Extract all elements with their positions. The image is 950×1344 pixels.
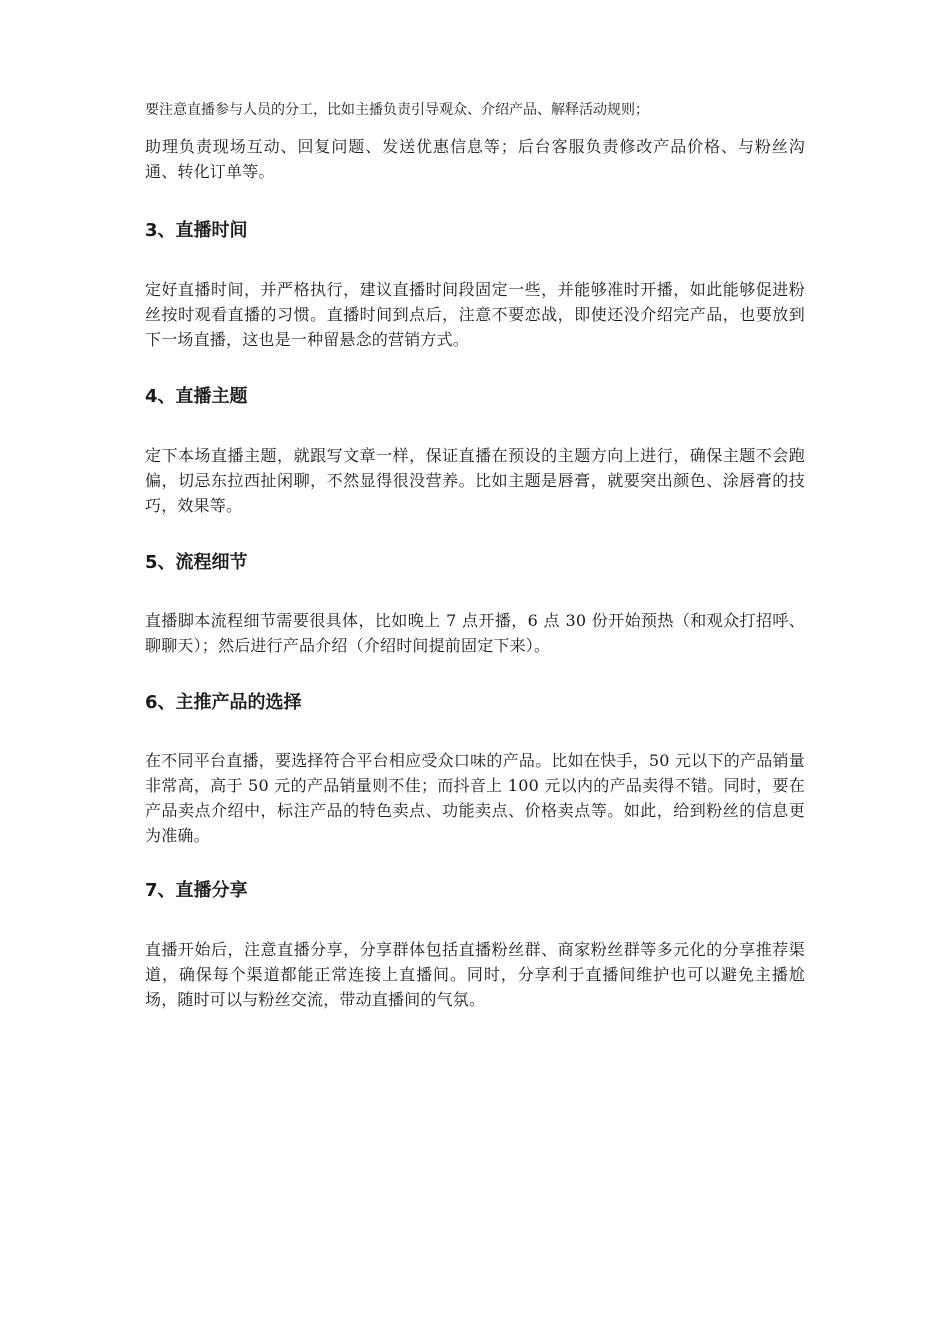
section-body-6: 在不同平台直播，要选择符合平台相应受众口味的产品。比如在快手，50 元以下的产品销量非常高，高于 50 元的产品销量则不佳；而抖音上 100 元以内的产品卖得不错。同时，要在产品卖点介绍中，标注产品的特色卖点、功能卖点、价格卖点等。如此，给到粉丝的信息更为准确。 <box>145 751 805 845</box>
section-body-3: 定好直播时间，并严格执行，建议直播时间段固定一些，并能够准时开播，如此能够促进粉丝按时观看直播的习惯。直播时间到点后，注意不要恋战，即使还没介绍完产品，也要放到下一场直播，这也是一种留悬念的营销方式。 <box>145 280 805 349</box>
section-heading-3: 3、直播时间 <box>145 220 248 241</box>
section-heading-6: 6、主推产品的选择 <box>145 692 302 713</box>
section-heading-5: 5、流程细节 <box>145 552 248 573</box>
section-body-7: 直播开始后，注意直播分享，分享群体包括直播粉丝群、商家粉丝群等多元化的分享推荐渠道，确保每个渠道都能正常连接上直播间。同时，分享利于直播间维护也可以避免主播尬场，随时可以与粉丝交流，带动直播间的气氛。 <box>145 940 805 1009</box>
intro-small-text: 要注意直播参与人员的分工，比如主播负责引导观众、介绍产品、解释活动规则； <box>145 102 649 118</box>
section-heading-7: 7、直播分享 <box>145 880 248 901</box>
intro-paragraph: 助理负责现场互动、回复问题、发送优惠信息等；后台客服负责修改产品价格、与粉丝沟通、转化订单等。 <box>145 137 805 181</box>
section-heading-4: 4、直播主题 <box>145 386 248 407</box>
section-body-4: 定下本场直播主题，就跟写文章一样，保证直播在预设的主题方向上进行，确保主题不会跑偏，切忌东拉西扯闲聊，不然显得很没营养。比如主题是唇膏，就要突出颜色、涂唇膏的技巧，效果等。 <box>145 446 805 515</box>
section-body-5: 直播脚本流程细节需要很具体，比如晚上 7 点开播，6 点 30 份开始预热（和观众打招呼、聊聊天）；然后进行产品介绍（介绍时间提前固定下来）。 <box>145 611 805 655</box>
